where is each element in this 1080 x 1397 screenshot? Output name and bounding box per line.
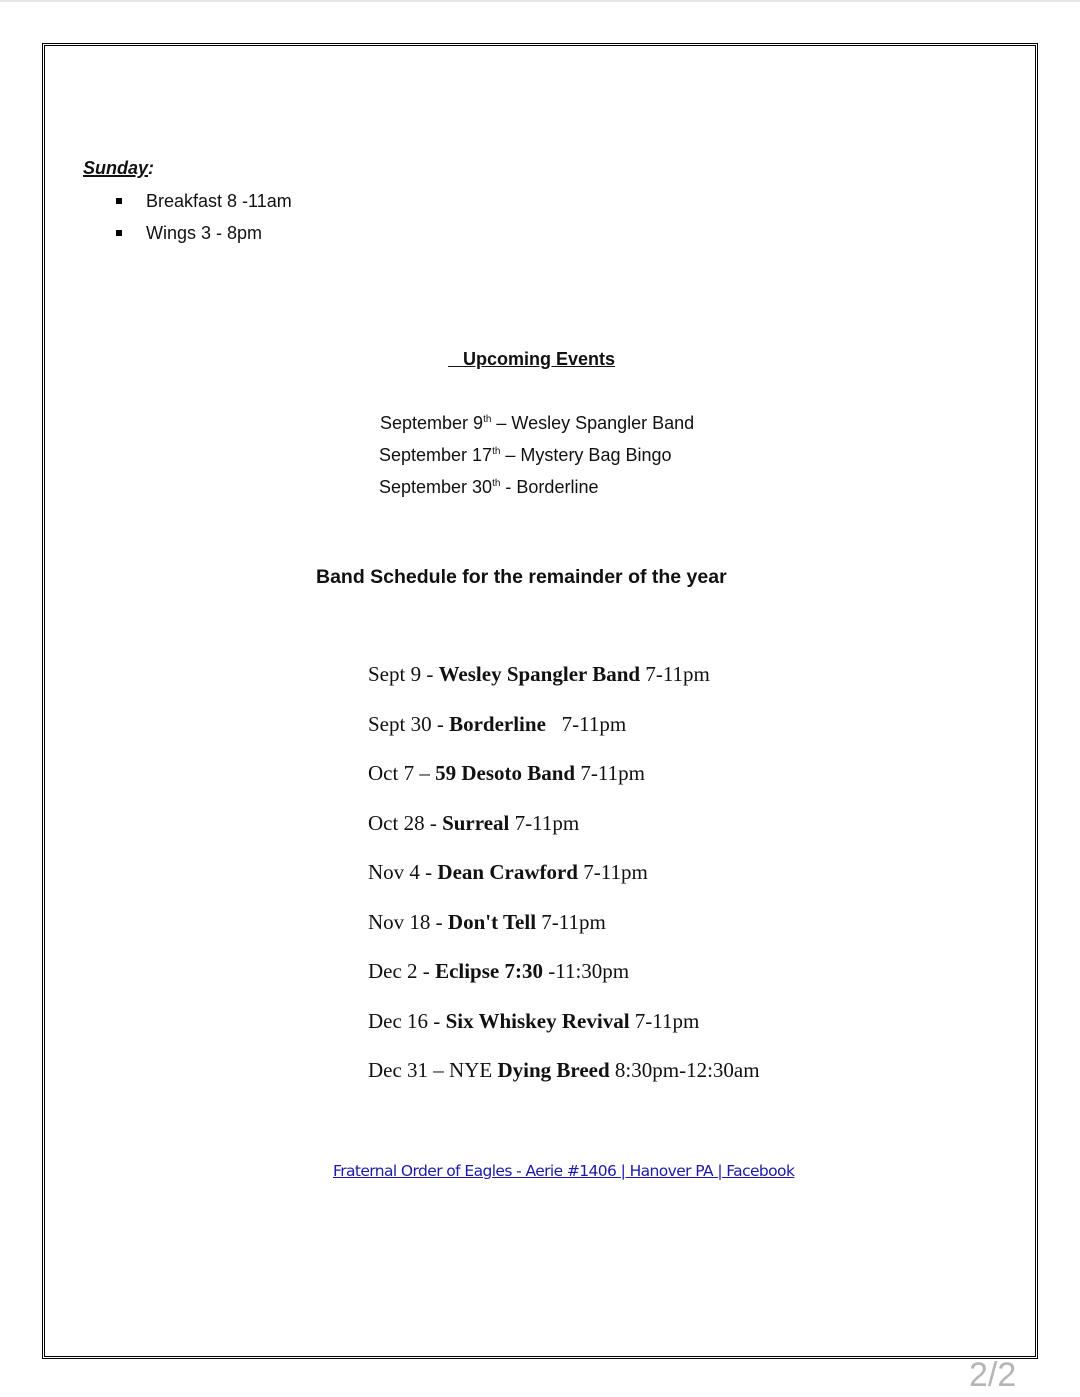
event-name: – Wesley Spangler Band — [491, 413, 695, 433]
viewer-top-edge — [0, 0, 1080, 2]
schedule-band: Dying Breed — [497, 1058, 610, 1082]
schedule-band: Wesley Spangler Band — [438, 662, 641, 686]
schedule-row — [368, 957, 760, 1007]
event-date: September 30 — [379, 477, 493, 497]
schedule-band: Surreal — [442, 810, 510, 835]
sunday-heading-word: Sunday — [83, 158, 149, 178]
band-schedule-list — [368, 660, 760, 1106]
schedule-band: Dean Crawford — [437, 860, 578, 884]
square-bullet-icon — [116, 198, 122, 204]
event-item — [379, 444, 694, 476]
schedule-time: 7-11pm — [545, 711, 627, 736]
schedule-band: 59 Desoto Band — [435, 761, 576, 785]
ordinal-suffix: th — [483, 414, 492, 425]
schedule-row — [368, 660, 760, 710]
schedule-time: 7-11pm — [577, 860, 648, 884]
schedule-time: 7-11pm — [509, 810, 580, 835]
schedule-date: Sept 30 - — [368, 711, 450, 736]
sunday-heading-colon: : — [148, 158, 155, 178]
schedule-time: -11:30pm — [542, 959, 630, 983]
sunday-heading — [83, 158, 154, 179]
upcoming-events-list — [379, 412, 694, 508]
event-date: September 17 — [379, 445, 493, 465]
ordinal-suffix: th — [492, 478, 501, 489]
schedule-date: Dec 2 - — [368, 959, 436, 983]
schedule-row — [368, 710, 760, 760]
schedule-band: Six Whiskey Revival — [445, 1008, 630, 1033]
schedule-date: Oct 28 - — [368, 810, 443, 835]
event-name: – Mystery Bag Bingo — [500, 445, 672, 465]
schedule-band: Don't Tell — [447, 909, 537, 934]
list-item — [112, 222, 292, 254]
schedule-time: 7-11pm — [640, 662, 710, 686]
band-schedule-title: Band Schedule for the remainder of the year — [316, 566, 727, 588]
page-indicator: 2/2 — [969, 1356, 1017, 1394]
schedule-time: 7-11pm — [629, 1008, 700, 1033]
schedule-date: Oct 7 – — [368, 761, 436, 785]
list-item-text: Breakfast 8 -11am — [146, 191, 292, 211]
schedule-band: Eclipse 7:30 — [435, 959, 543, 983]
list-item-text: Wings 3 - 8pm — [146, 223, 263, 243]
event-item — [379, 476, 694, 508]
upcoming-events-title: Upcoming Events — [448, 349, 616, 369]
schedule-date: Sept 9 - — [368, 662, 439, 686]
schedule-date: Nov 18 - — [368, 909, 448, 934]
schedule-row — [368, 759, 760, 809]
square-bullet-icon — [116, 230, 122, 236]
schedule-row — [368, 809, 760, 859]
schedule-date: Nov 4 - — [368, 860, 438, 884]
event-name: - Borderline — [500, 477, 599, 497]
schedule-date: Dec 16 - — [368, 1008, 446, 1033]
schedule-time: 8:30pm-12:30am — [609, 1058, 760, 1082]
event-item — [380, 412, 694, 444]
schedule-band: Borderline — [449, 711, 546, 736]
sunday-list — [112, 190, 292, 254]
schedule-time: 7-11pm — [536, 909, 606, 934]
schedule-row — [368, 908, 760, 958]
facebook-page-link[interactable]: Fraternal Order of Eagles - Aerie #1406 | Hanover PA | Facebook — [333, 1162, 795, 1180]
schedule-date: Dec 31 – NYE — [368, 1058, 498, 1082]
event-date: September 9 — [380, 413, 484, 433]
list-item — [112, 190, 292, 222]
schedule-time: 7-11pm — [575, 761, 645, 785]
schedule-row — [368, 858, 760, 908]
ordinal-suffix: th — [492, 446, 501, 457]
schedule-row — [368, 1007, 760, 1057]
schedule-row — [368, 1056, 760, 1106]
